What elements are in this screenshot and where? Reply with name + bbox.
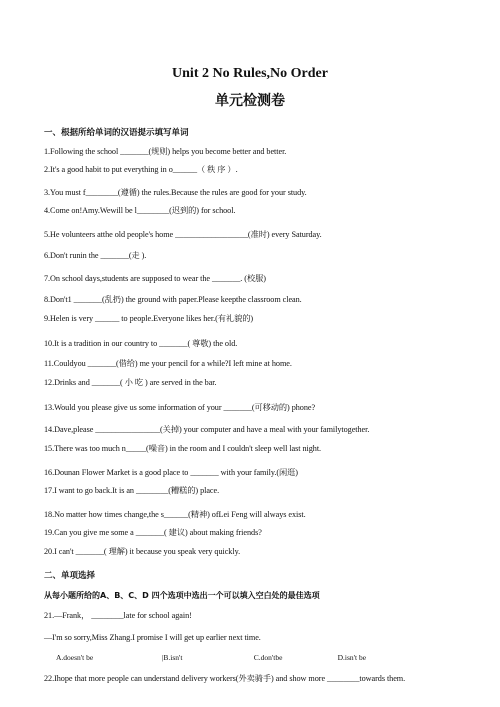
question-6: 6.Don't runin the _______(走 ). bbox=[44, 251, 147, 260]
question-5: 5.He volunteers atthe old people's home __________________(准时) every Saturday. bbox=[44, 230, 322, 239]
section2-heading: 二、单项选择 bbox=[44, 571, 96, 581]
page-subtitle: 单元检测卷 bbox=[215, 93, 285, 109]
question-12: 12.Drinks and _______( 小 吃 ) are served in the bar. bbox=[44, 378, 217, 387]
question-16: 16.Dounan Flower Market is a good place to _______ with your family.(闲逛) bbox=[44, 468, 298, 477]
question-11: 11.Couldyou _______(借给) me your pencil for a while?I left mine at home. bbox=[44, 359, 292, 368]
option-a: A.doesn't be bbox=[56, 653, 94, 662]
question-10: 10.It is a tradition in our country to _______( 尊敬) the old. bbox=[44, 339, 238, 348]
question-3: 3.You must f________(遵循) the rules.Because the rules are good for your study. bbox=[44, 188, 307, 197]
question-14: 14.Dave,please ________________(关掉) your computer and have a meal with your familytogether. bbox=[44, 425, 370, 434]
section2-instruction: 从每小题所给的A、B、C、D 四个选项中选出一个可以填入空白处的最佳选项 bbox=[44, 591, 320, 600]
question-21-options bbox=[56, 653, 366, 662]
question-17: 17.I want to go back.It is an ________(糟糕的) place. bbox=[44, 486, 220, 495]
question-1: 1.Following the school _______(规则) helps you become better and better. bbox=[44, 147, 287, 156]
question-18: 18.No matter how times change,the s______(精神) ofLei Feng will always exist. bbox=[44, 510, 306, 519]
section1-heading: 一、根据所给单词的汉语提示填写单词 bbox=[44, 128, 189, 138]
question-21-stem: 21.—Frank， ________late for school again! bbox=[44, 611, 192, 620]
option-b: |B.isn't bbox=[161, 653, 183, 662]
question-15: 15.There was too much n_____(噪音) in the room and I couldn't sleep well last night. bbox=[44, 444, 322, 453]
question-20: 20.I can't _______( 理解) it because you speak very quickly. bbox=[44, 547, 241, 556]
question-7: 7.On school days,students are supposed to wear the _______. (校服) bbox=[44, 274, 266, 283]
option-d: D.isn't be bbox=[337, 653, 367, 662]
question-22-stem: 22.Ihope that more people can understand delivery workers(外卖骑手) and show more ________towards them. bbox=[44, 674, 406, 683]
question-19: 19.Can you give me some a _______( 建议) about making friends? bbox=[44, 528, 262, 537]
question-21-reply: —I'm so sorry,Miss Zhang.I promise I will get up earlier next time. bbox=[44, 633, 261, 642]
question-9: 9.Helen is very ______ to people.Everyone likes her.(有礼貌的) bbox=[44, 314, 254, 323]
option-c: C.don'tbe bbox=[253, 653, 283, 662]
question-13: 13.Would you please give us some information of your _______(可移动的) phone? bbox=[44, 403, 316, 412]
question-2: 2.It's a good habit to put everything in o______（ 秩 序 ）. bbox=[44, 165, 238, 174]
page-title: Unit 2 No Rules,No Order bbox=[172, 66, 328, 81]
question-8: 8.Don't1 _______(乱扔) the ground with paper.Please keepthe classroom clean. bbox=[44, 295, 302, 304]
question-4: 4.Come on!Amy.Wewill be l________(迟到的) for school. bbox=[44, 206, 236, 215]
